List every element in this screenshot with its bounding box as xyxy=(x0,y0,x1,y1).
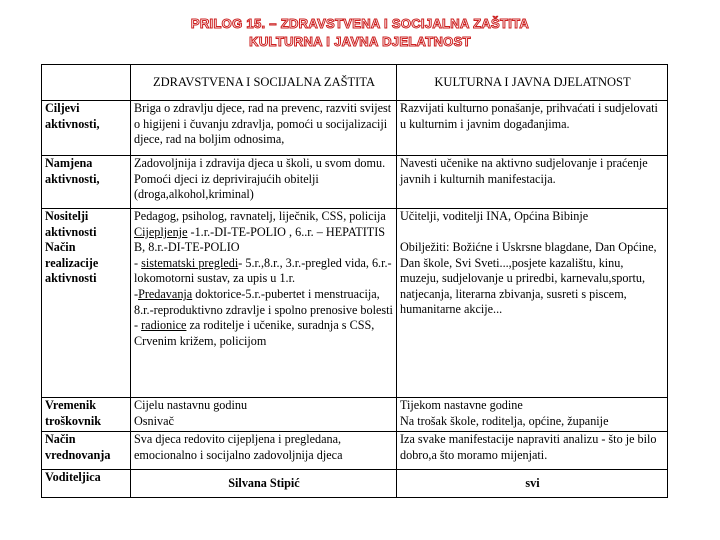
cell-nositelji-health: Pedagog, psiholog, ravnatelj, liječnik, CSS, policija xyxy=(134,209,386,223)
table-row-vremenik xyxy=(42,398,668,432)
table-row-voditeljica xyxy=(42,470,668,498)
predavanja-prefix: - xyxy=(134,286,139,301)
table-row-ciljevi xyxy=(42,101,668,156)
header-empty-cell xyxy=(42,65,131,101)
cell-nositelji-nacin-culture xyxy=(397,209,668,398)
col-header-health: ZDRAVSTVENA I SOCIJALNA ZAŠTITA xyxy=(131,65,397,101)
cell-predavanja xyxy=(134,287,394,318)
cell-troskovnik-health: Osnivač xyxy=(134,413,174,428)
col-header-culture: KULTURNA I JAVNA DJELATNOST xyxy=(397,65,668,101)
row-label-nacin-realizacije: Način realizacije aktivnosti xyxy=(45,240,99,286)
cell-cijepljenje xyxy=(134,225,394,256)
row-label-vremenik-troskovnik xyxy=(42,398,131,432)
predavanja-text: doktorice-5.r.-pubertet i menstruacija, 8.r.-reproduktivno zdravlje i spolno prenosive bolesti xyxy=(134,286,393,317)
cell-voditeljica-health: Silvana Stipić xyxy=(131,470,397,498)
cell-ciljevi-culture: Razvijati kulturno ponašanje, prihvaćati i sudjelovati u kulturnim i javnim događanjima. xyxy=(397,101,668,156)
pregledi-prefix: - xyxy=(134,255,142,270)
cell-nositelji-culture: Učitelji, voditelji INA, Općina Bibinje xyxy=(400,209,589,223)
cell-voditeljica-culture: svi xyxy=(397,470,668,498)
cell-namjena-culture: Navesti učenike na aktivno sudjelovanje i praćenje javnih i kulturnih manifestacija. xyxy=(397,156,668,209)
row-label-ciljevi: Ciljevi aktivnosti, xyxy=(42,101,131,156)
cell-troskovnik-culture: Na trošak škole, roditelja, općine, županije xyxy=(400,413,609,428)
row-label-vrednovanje: Način vrednovanja xyxy=(42,432,131,470)
cell-pregledi xyxy=(134,256,394,287)
row-label-vremenik: Vremenik xyxy=(45,398,96,412)
cell-nacin-culture: Obilježiti: Božićne i Uskrsne blagdane, Dan Općine, Dan škole, Svi Sveti...,posjete kazalištu, kinu, muzeju, sudjelovanje u priredbi, karnevalu,sportu, natjecanja, literarna zbivanja, susreti s piscem, humanitarne akcije... xyxy=(400,240,657,317)
table-header-row xyxy=(42,65,668,101)
cell-vrednovanje-culture: Iza svake manifestacije napraviti analizu - što je bilo dobro,a što moramo mijenjati. xyxy=(397,432,668,470)
table-row-nositelji-nacin xyxy=(42,209,668,398)
row-label-nositelji: Nositelji aktivnosti xyxy=(45,209,97,239)
page-title-line1: PRILOG 15. – ZDRAVSTVENA I SOCIJALNA ZAŠTITA xyxy=(190,16,530,31)
table-row-vrednovanje xyxy=(42,432,668,470)
cell-nositelji-nacin-health xyxy=(131,209,397,398)
radionice-prefix: - xyxy=(134,318,142,333)
pregledi-heading: sistematski pregledi xyxy=(141,255,239,270)
predavanja-heading: Predavanja xyxy=(138,286,193,301)
table-row-namjena xyxy=(42,156,668,209)
cell-vremenik-troskovnik-culture xyxy=(397,398,668,432)
cell-vremenik-health: Cijelu nastavnu godinu xyxy=(134,398,248,412)
cell-vrednovanje-health: Sva djeca redovito cijepljena i pregledana, emocionalno i socijalno zadovoljnija djeca xyxy=(131,432,397,470)
cijepljenje-text: -1.r.-DI-TE-POLIO , 6..r. – HEPATITIS B, 8.r.-DI-TE-POLIO xyxy=(134,224,386,255)
cell-radionice xyxy=(134,318,394,349)
row-label-voditeljica: Voditeljica xyxy=(42,470,131,498)
cell-vremenik-troskovnik-health xyxy=(131,398,397,432)
activity-table xyxy=(41,64,668,498)
row-label-namjena: Namjena aktivnosti, xyxy=(42,156,131,209)
cell-vremenik-culture: Tijekom nastavne godine xyxy=(400,398,523,412)
pregledi-text: - 5.r.,8.r., 3.r.-pregled vida, 6.r.-lokomotorni sustav, za upis u 1.r. xyxy=(134,255,392,286)
radionice-heading: radionice xyxy=(141,318,187,333)
cijepljenje-heading: Cijepljenje xyxy=(134,224,188,239)
page-title-line2: KULTURNA I JAVNA DJELATNOST xyxy=(249,34,471,49)
row-label-troskovnik: troškovnik xyxy=(45,413,101,428)
cell-ciljevi-health: Briga o zdravlju djece, rad na prevenc, razviti svijest o higijeni i čuvanju zdravlja, pomoći u socijalizaciji djece, rad na boljim odnosima, xyxy=(131,101,397,156)
cell-namjena-health: Zadovoljnija i zdravija djeca u školi, u svom domu. Pomoći djeci iz deprivirajućih obitelji (droga,alkohol,kriminal) xyxy=(131,156,397,209)
row-label-nositelji-nacin xyxy=(42,209,131,398)
radionice-text: za roditelje i učenike, suradnja s CSS, Crvenim križem, policijom xyxy=(134,318,375,348)
